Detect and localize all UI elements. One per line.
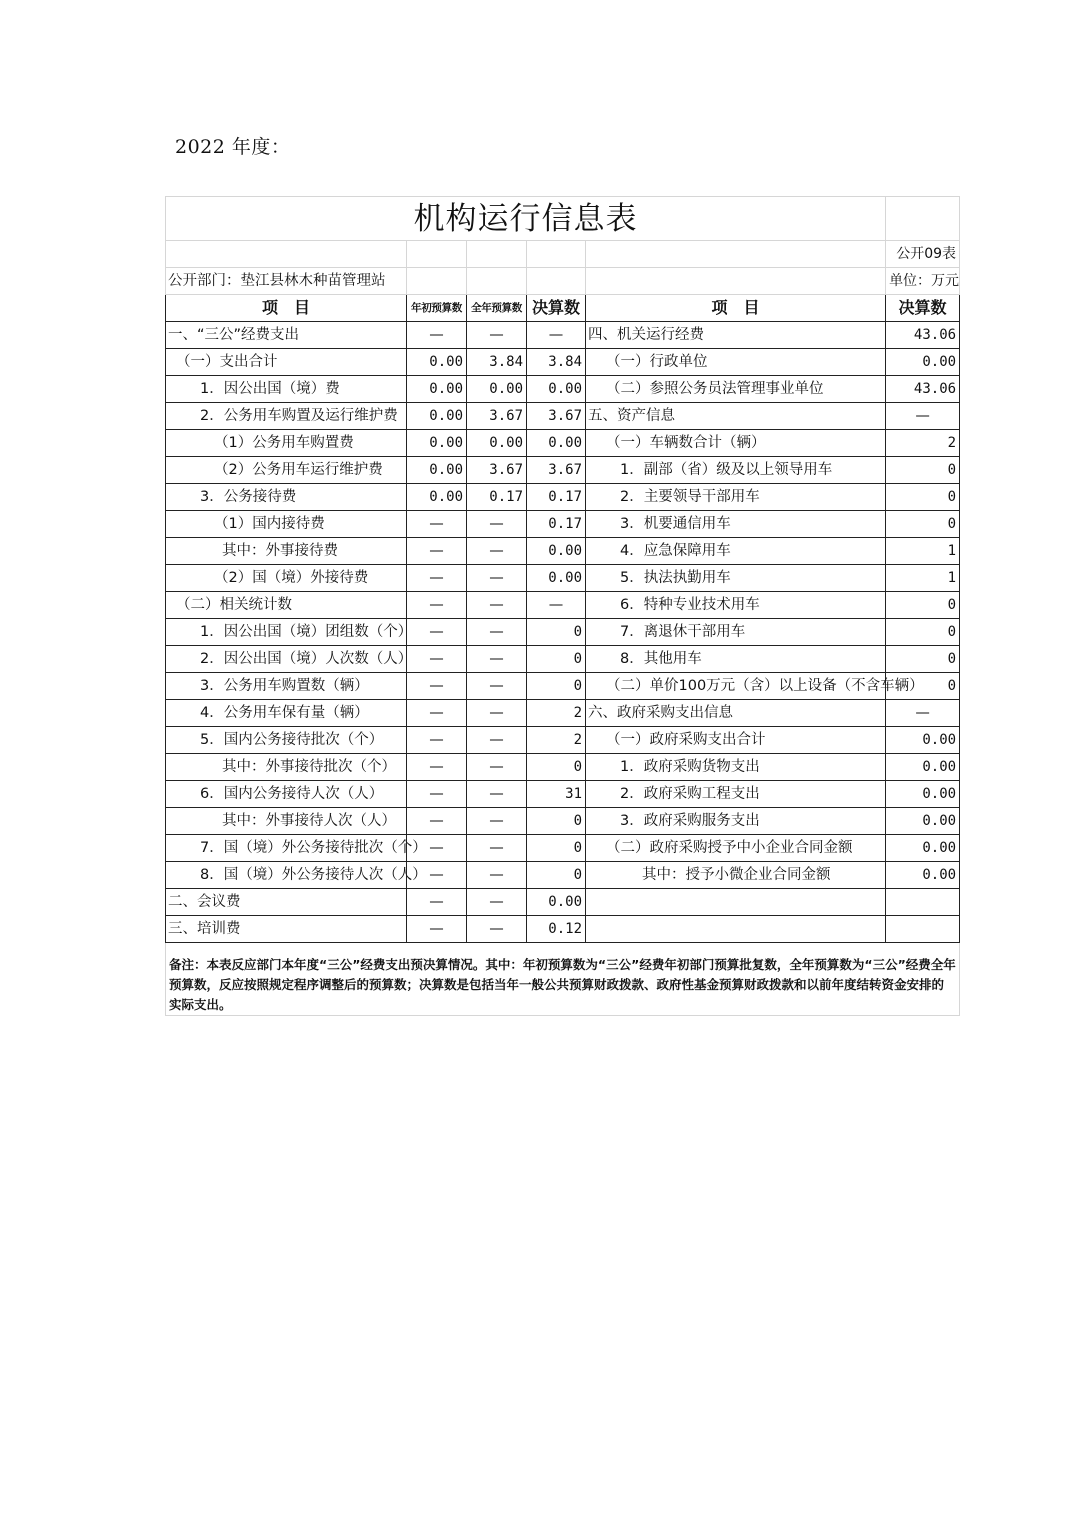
table-title: 机构运行信息表: [166, 197, 886, 241]
table-row: [166, 673, 960, 700]
row-final-left: 0: [527, 808, 586, 835]
row-item-right: [586, 916, 886, 943]
row-budget-full: —: [467, 592, 527, 619]
note-row: [166, 943, 960, 1016]
row-final-left: —: [527, 592, 586, 619]
row-final-right: 0: [886, 646, 960, 673]
row-budget-initial: —: [407, 754, 467, 781]
table-row: [166, 619, 960, 646]
unit-label: 单位：万元: [886, 268, 960, 295]
row-item-right: 2．主要领导干部用车: [586, 484, 886, 511]
row-item-right: 1．副部（省）级及以上领导用车: [586, 457, 886, 484]
table-row: [166, 727, 960, 754]
table-row: [166, 862, 960, 889]
row-final-right: 0.00: [886, 808, 960, 835]
row-final-right: 0.00: [886, 727, 960, 754]
row-budget-full: —: [467, 619, 527, 646]
row-item-right: 8．其他用车: [586, 646, 886, 673]
row-final-left: 0.12: [527, 916, 586, 943]
row-item-left: 其中：外事接待费: [166, 538, 407, 565]
header-final-left: 决算数: [527, 295, 586, 322]
row-budget-initial: 0.00: [407, 457, 467, 484]
row-budget-full: 0.00: [467, 376, 527, 403]
row-final-left: 0.17: [527, 484, 586, 511]
row-final-right: 0.00: [886, 781, 960, 808]
row-item-right: 其中：授予小微企业合同金额: [586, 862, 886, 889]
table-row: [166, 538, 960, 565]
row-final-left: 0: [527, 673, 586, 700]
row-item-right: 1．政府采购货物支出: [586, 754, 886, 781]
department-row: [166, 268, 960, 295]
row-final-right: 0.00: [886, 835, 960, 862]
row-budget-full: —: [467, 673, 527, 700]
table-row: [166, 889, 960, 916]
institution-operation-info-table: [165, 196, 960, 1016]
row-item-right: 7．离退休干部用车: [586, 619, 886, 646]
row-item-right: 6．特种专业技术用车: [586, 592, 886, 619]
row-item-left: 2．公务用车购置及运行维护费: [166, 403, 407, 430]
row-budget-initial: —: [407, 700, 467, 727]
header-budget-full: 全年预算数: [467, 295, 527, 322]
table-row: [166, 592, 960, 619]
row-item-right: （一）行政单位: [586, 349, 886, 376]
table-row: [166, 376, 960, 403]
row-final-right: 0.00: [886, 754, 960, 781]
row-item-left: 6．国内公务接待人次（人）: [166, 781, 407, 808]
row-budget-full: —: [467, 808, 527, 835]
row-item-right: 3．政府采购服务支出: [586, 808, 886, 835]
row-item-left: （2）国（境）外接待费: [166, 565, 407, 592]
row-item-left: 其中：外事接待批次（个）: [166, 754, 407, 781]
row-final-right: 2: [886, 430, 960, 457]
row-item-left: （一）支出合计: [166, 349, 407, 376]
row-final-right: 43.06: [886, 322, 960, 349]
row-item-left: （1）国内接待费: [166, 511, 407, 538]
row-item-left: （二）相关统计数: [166, 592, 407, 619]
row-item-right: 五、资产信息: [586, 403, 886, 430]
table-row: [166, 646, 960, 673]
row-final-left: 0: [527, 619, 586, 646]
row-budget-full: —: [467, 727, 527, 754]
row-budget-initial: —: [407, 592, 467, 619]
row-final-left: 0.00: [527, 565, 586, 592]
row-final-right: 0.00: [886, 349, 960, 376]
row-budget-initial: —: [407, 862, 467, 889]
institution-operation-info-sheet: [165, 196, 959, 1016]
row-item-left: 8．国（境）外公务接待人次（人）: [166, 862, 407, 889]
row-budget-initial: —: [407, 916, 467, 943]
table-row: [166, 349, 960, 376]
row-final-right: 0: [886, 511, 960, 538]
row-item-right: [586, 889, 886, 916]
row-budget-initial: 0.00: [407, 403, 467, 430]
table-row: [166, 511, 960, 538]
row-item-left: 1．因公出国（境）团组数（个）: [166, 619, 407, 646]
header-item-left: 项 目: [166, 295, 407, 322]
row-item-left: 3．公务用车购置数（辆）: [166, 673, 407, 700]
row-budget-full: —: [467, 862, 527, 889]
row-budget-full: —: [467, 700, 527, 727]
row-final-right: 1: [886, 565, 960, 592]
title-row: [166, 197, 960, 241]
row-item-right: （二）政府采购授予中小企业合同金额: [586, 835, 886, 862]
row-budget-initial: —: [407, 322, 467, 349]
row-final-right: 0: [886, 457, 960, 484]
row-final-right: 43.06: [886, 376, 960, 403]
table-row: [166, 781, 960, 808]
table-row: [166, 484, 960, 511]
row-budget-full: —: [467, 511, 527, 538]
row-budget-initial: —: [407, 808, 467, 835]
table-row: [166, 835, 960, 862]
department-label: 公开部门：垫江县林木种苗管理站: [166, 268, 407, 295]
row-budget-full: —: [467, 322, 527, 349]
row-item-left: （2）公务用车运行维护费: [166, 457, 407, 484]
table-row: [166, 322, 960, 349]
row-budget-full: —: [467, 646, 527, 673]
row-budget-initial: —: [407, 889, 467, 916]
row-budget-initial: —: [407, 835, 467, 862]
row-final-right: 0: [886, 673, 960, 700]
row-budget-initial: 0.00: [407, 430, 467, 457]
row-item-left: 4．公务用车保有量（辆）: [166, 700, 407, 727]
row-item-right: 六、政府采购支出信息: [586, 700, 886, 727]
row-item-left: 三、培训费: [166, 916, 407, 943]
row-budget-full: —: [467, 889, 527, 916]
row-budget-initial: —: [407, 673, 467, 700]
row-final-left: 0: [527, 862, 586, 889]
header-item-right: 项 目: [586, 295, 886, 322]
row-budget-initial: —: [407, 511, 467, 538]
row-final-left: 2: [527, 727, 586, 754]
table-row: [166, 403, 960, 430]
table-row: [166, 808, 960, 835]
row-item-left: 一、“三公”经费支出: [166, 322, 407, 349]
row-item-right: 3．机要通信用车: [586, 511, 886, 538]
row-item-left: 1．因公出国（境）费: [166, 376, 407, 403]
row-item-right: （一）政府采购支出合计: [586, 727, 886, 754]
row-item-right: 2．政府采购工程支出: [586, 781, 886, 808]
header-row: [166, 295, 960, 322]
row-budget-initial: —: [407, 781, 467, 808]
row-final-right: 0: [886, 592, 960, 619]
header-final-right: 决算数: [886, 295, 960, 322]
table-row: [166, 430, 960, 457]
row-item-left: 3．公务接待费: [166, 484, 407, 511]
row-budget-full: 0.17: [467, 484, 527, 511]
row-final-left: 3.67: [527, 457, 586, 484]
row-final-right: —: [886, 403, 960, 430]
row-item-right: 4．应急保障用车: [586, 538, 886, 565]
row-budget-initial: 0.00: [407, 484, 467, 511]
row-item-left: 其中：外事接待人次（人）: [166, 808, 407, 835]
row-budget-full: 3.67: [467, 457, 527, 484]
row-item-right: （二）单价100万元（含）以上设备（不含车辆）: [586, 673, 886, 700]
year-label: 2022 年度：: [175, 136, 291, 158]
row-budget-initial: —: [407, 727, 467, 754]
title-empty-cell: [886, 197, 960, 241]
row-item-left: 二、会议费: [166, 889, 407, 916]
row-budget-initial: 0.00: [407, 376, 467, 403]
row-final-left: 3.84: [527, 349, 586, 376]
row-item-left: 5．国内公务接待批次（个）: [166, 727, 407, 754]
row-budget-initial: —: [407, 646, 467, 673]
row-final-left: 0.00: [527, 538, 586, 565]
row-budget-full: —: [467, 565, 527, 592]
header-budget-initial: 年初预算数: [407, 295, 467, 322]
row-final-left: 0: [527, 835, 586, 862]
row-budget-full: 3.67: [467, 403, 527, 430]
row-final-right: —: [886, 700, 960, 727]
row-final-right: 0.00: [886, 862, 960, 889]
row-final-left: 0.00: [527, 889, 586, 916]
row-final-left: 3.67: [527, 403, 586, 430]
table-row: [166, 457, 960, 484]
row-budget-full: —: [467, 781, 527, 808]
row-budget-full: —: [467, 916, 527, 943]
row-budget-full: —: [467, 835, 527, 862]
table-note: 备注：本表反应部门本年度“三公”经费支出预决算情况。其中：年初预算数为“三公”经费年初部门预算批复数，全年预算数为“三公”经费全年预算数，反应按照规定程序调整后的预算数；决算数是包括当年一般公共预算财政拨款、政府性基金预算财政拨款和以前年度结转资金安排的实际支出。: [166, 943, 960, 1016]
row-final-right: [886, 916, 960, 943]
row-final-left: 0: [527, 646, 586, 673]
row-final-left: 0.00: [527, 376, 586, 403]
row-final-right: [886, 889, 960, 916]
row-final-right: 0: [886, 619, 960, 646]
row-item-right: （二）参照公务员法管理事业单位: [586, 376, 886, 403]
row-item-right: 四、机关运行经费: [586, 322, 886, 349]
row-budget-full: 3.84: [467, 349, 527, 376]
row-budget-initial: —: [407, 538, 467, 565]
row-budget-full: —: [467, 754, 527, 781]
row-budget-initial: —: [407, 565, 467, 592]
row-item-right: （一）车辆数合计（辆）: [586, 430, 886, 457]
table-row: [166, 700, 960, 727]
row-item-left: 2．因公出国（境）人次数（人）: [166, 646, 407, 673]
table-row: [166, 754, 960, 781]
row-item-right: 5．执法执勤用车: [586, 565, 886, 592]
table-row: [166, 916, 960, 943]
row-budget-initial: 0.00: [407, 349, 467, 376]
row-budget-full: 0.00: [467, 430, 527, 457]
row-final-left: 0: [527, 754, 586, 781]
table-row: [166, 565, 960, 592]
row-budget-full: —: [467, 538, 527, 565]
row-item-left: 7．国（境）外公务接待批次（个）: [166, 835, 407, 862]
form-code-row: [166, 241, 960, 268]
row-final-left: 0.00: [527, 430, 586, 457]
row-final-left: 31: [527, 781, 586, 808]
row-final-left: —: [527, 322, 586, 349]
form-code: 公开09表: [886, 241, 960, 268]
row-item-left: （1）公务用车购置费: [166, 430, 407, 457]
row-final-left: 0.17: [527, 511, 586, 538]
row-final-left: 2: [527, 700, 586, 727]
row-budget-initial: —: [407, 619, 467, 646]
row-final-right: 0: [886, 484, 960, 511]
row-final-right: 1: [886, 538, 960, 565]
